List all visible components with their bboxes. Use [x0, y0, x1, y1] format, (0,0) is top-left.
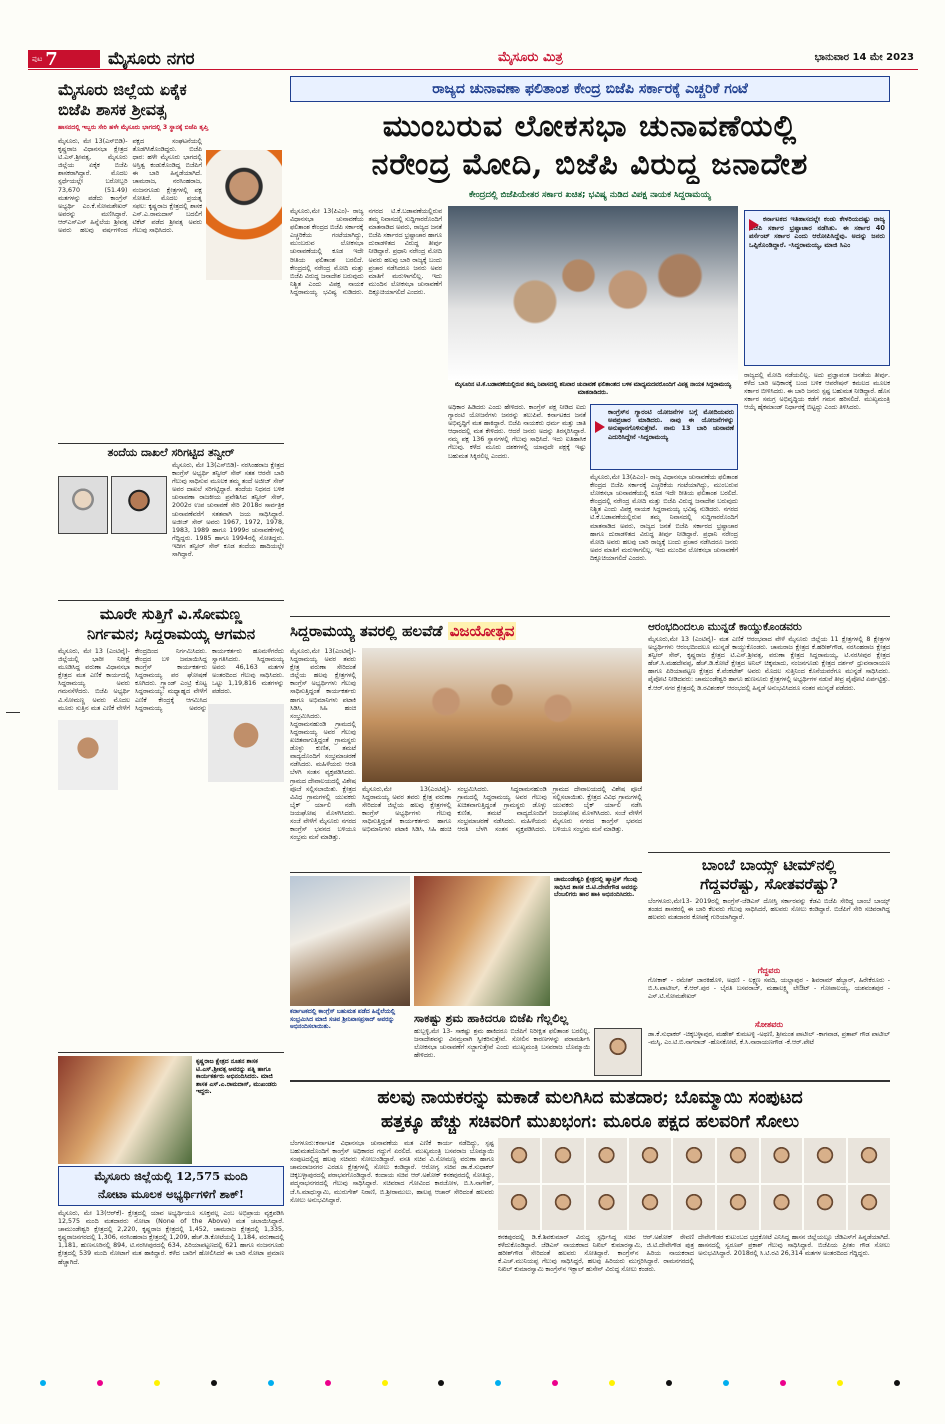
portrait [717, 1185, 759, 1230]
lead-body-1: ಮೈಸೂರು,ಮೇ 13(ಪಿಎಂ)- ರಾಜ್ಯ ವಿಧಾನಸಭಾ ಚುನಾವಣೆಯ ಫಲಿತಾಂಶ ಕೇಂದ್ರದ ಬಿಜೆಪಿ ಸರ್ಕಾರಕ್ಕೆ ಎಚ್ಚರಿಕೆಯ ಗಂಟೆಯಾಗಿದ್ದು, ಮುಂಬರುವ ಲೋಕಸಭಾ ಚುನಾವಣೆಯಲ್ಲಿ ಕೂಡ ಇದೇ ರೀತಿಯ ಫಲಿತಾಂಶ ಬರಲಿದೆ. ಕೇಂದ್ರದಲ್ಲಿ ನರೇಂದ್ರ ಮೋದಿ ಮತ್ತು ಬಿಜೆಪಿ ವಿರುದ್ಧ ಜನಾದೇಶ ಬರುವುದು ನಿಶ್ಚಿತ ಎಂದು ವಿಪಕ್ಷ ನಾಯಕ ಸಿದ್ದರಾಮಯ್ಯ ಭವಿಷ್ಯ ನುಡಿದರು. ನಗರದ ಟಿ.ಕೆ.ಬಡಾವಣೆಯಲ್ಲಿರುವ ತಮ್ಮ ನಿವಾಸದಲ್ಲಿ ಸುದ್ದಿಗಾರರೊಂದಿಗೆ ಮಾತನಾಡಿದ ಅವರು, ರಾಜ್ಯದ ಜನತೆ ಬಿಜೆಪಿ ಸರ್ಕಾರದ ಭ್ರಷ್ಟಾಚಾರ ಹಾಗೂ ದುರಾಡಳಿತದ ವಿರುದ್ಧ ತೀರ್ಪು ನೀಡಿದ್ದಾರೆ. ಪ್ರಧಾನಿ ನರೇಂದ್ರ ಮೋದಿ ಅವರು ಹಲವು ಬಾರಿ ರಾಜ್ಯಕ್ಕೆ ಬಂದು ಪ್ರಚಾರ ನಡೆಸಿದರೂ ಜನರು ಅವರ ಮಾತಿಗೆ ಮರುಳಾಗಲಿಲ್ಲ. ಇದು ಮುಂದಿನ ಲೋಕಸಭಾ ಚುನಾವಣೆಗೆ ದಿಕ್ಸೂಚಿಯಾಗಲಿದೆ ಎಂದರು. [290, 208, 442, 296]
story-headline: ಬಿಜೆಪಿ ಶಾಸಕ ಶ್ರೀವತ್ಸ [58, 100, 167, 119]
portrait [761, 1138, 803, 1183]
story-headline: ಗೆದ್ದವರೆಷ್ಟು, ಸೋತವರೆಷ್ಟು? [700, 875, 838, 893]
issue-date: ಭಾನುವಾರ 14 ಮೇ 2023 [814, 52, 914, 63]
bottom-body-2: ಕನಕಪುರದಲ್ಲಿ ಡಿ.ಕೆ.ಶಿವಕುಮಾರ್ ವಿರುದ್ಧ ಸ್ಪರ್ಧಿಸಿದ್ದ ಸಚಿವ ಆರ್.ಅಶೋಕ್ ಠೇವಣಿ ಕಳೆದುಕೊಂಡಿದ್ದಾರೆ. ಜೆಡಿಎಸ್ ನಾಯಕರಾದ ನಿಖಿಲ್ ಕುಮಾರಸ್ವಾಮಿ, ಜಿ.ಟಿ.ದೇವೇಗೌಡ ಪುತ್ರ ಹರೀಶ್‌ಗೌಡ ಸೇರಿದಂತೆ ಹಲವರು ಸೋತಿದ್ದಾರೆ. ಕಾಂಗ್ರೆಸ್‌ನ ಹಿರಿಯ ನಾಯಕರಾದ ಕೆ.ಎಚ್.ಮುನಿಯಪ್ಪ ಗೆಲುವು ಸಾಧಿಸಿದ್ದರೆ, ಹಲವು ಹಿರಿಯರು ಮುಗ್ಗರಿಸಿದ್ದಾರೆ. ರಾಮನಗರದಲ್ಲಿ ನಿಖಿಲ್ ಕುಮಾರಸ್ವಾಮಿ ಕಾಂಗ್ರೆಸ್‌ನ ಇಕ್ಬಾಲ್ ಹುಸೇನ್ ವಿರುದ್ಧ ಸೋಲು ಕಂಡರು. [498, 1234, 694, 1274]
portrait [761, 1185, 803, 1230]
right-story-1 [648, 620, 890, 850]
story-headline: ಆರಂಭದಿಂದಲೂ ಮುನ್ನಡೆ ಕಾಯ್ದುಕೊಂಡವರು [648, 621, 802, 633]
headline-highlight: ವಿಜಯೋತ್ಸವ [449, 622, 515, 640]
portrait [586, 1185, 628, 1230]
story-body: ಮೈಸೂರು,ಮೇ 13(ಎಂಟಿವೈ)- ಸಿದ್ದರಾಮಯ್ಯ ಅವರ ತವರು ಕ್ಷೇತ್ರ ವರುಣಾ ಸೇರಿದಂತೆ ಜಿಲ್ಲೆಯ ಹಲವು ಕ್ಷೇತ್ರಗಳಲ್ಲಿ ಕಾಂಗ್ರೆಸ್ ಅಭ್ಯರ್ಥಿಗಳು ಗೆಲುವು ಸಾಧಿಸುತ್ತಿದ್ದಂತೆ ಕಾರ್ಯಕರ್ತರು ಹಾಗೂ ಅಭಿಮಾನಿಗಳು ಪಟಾಕಿ ಸಿಡಿಸಿ, ಸಿಹಿ ಹಂಚಿ ಸಂಭ್ರಮಿಸಿದರು. ಸಿದ್ದರಾಮನಹುಂಡಿ ಗ್ರಾಮದಲ್ಲಿ ಸಿದ್ದರಾಮಯ್ಯ ಅವರ ಗೆಲುವು ಖಚಿತವಾಗುತ್ತಿದ್ದಂತೆ ಗ್ರಾಮಸ್ಥರು ಡೊಳ್ಳು ಕುಣಿತ, ತಮಟೆ ವಾದ್ಯದೊಂದಿಗೆ ಸಂಭ್ರಮಾಚರಣೆ ನಡೆಸಿದರು. ಮಹಿಳೆಯರು ಆರತಿ ಬೆಳಗಿ ಸಂತಸ ವ್ಯಕ್ತಪಡಿಸಿದರು. ಗ್ರಾಮದ ದೇವಾಲಯದಲ್ಲಿ ವಿಶೇಷ ಪೂಜೆ ಸಲ್ಲಿಸಲಾಯಿತು. ಕ್ಷೇತ್ರದ ವಿವಿಧ ಗ್ರಾಮಗಳಲ್ಲಿ ಯುವಕರು ಬೈಕ್ ರ್ಯಾಲಿ ನಡೆಸಿ ಜಯಘೋಷ ಮೊಳಗಿಸಿದರು. ಸಂಜೆ ವೇಳೆಗೆ ಮೈಸೂರು ನಗರದ ಕಾಂಗ್ರೆಸ್ ಭವನದ ಬಳಿಯೂ ಸಂಭ್ರಮ ಮನೆ ಮಾಡಿತ್ತು. [290, 648, 356, 842]
won-list: ಗೋಕಾಕ್ - ರಮೇಶ್ ಜಾರಕಿಹೊಳಿ, ಅಥಣಿ - ಲಕ್ಷ್ಮಣ ಸವದಿ, ಯಲ್ಲಾಪುರ - ಶಿವರಾಮ್ ಹೆಬ್ಬಾರ್, ಹಿರೇಕೆರೂರು - ಬಿ.ಸಿ.ಪಾಟೀಲ್, ಕೆ.ಆರ್.ಪುರ - ಬೈರತಿ ಬಸವರಾಜ್, ಮಹಾಲಕ್ಷ್ಮಿ ಲೇಔಟ್ - ಗೋಪಾಲಯ್ಯ, ಯಶವಂತಪುರ - ಎಸ್.ಟಿ.ಸೋಮಶೇಖರ್ [648, 977, 890, 1001]
celebration-photo [58, 1056, 192, 1164]
story-body: ಮೈಸೂರು, ಮೇ 13(ಎಸ್‌ಬಿಡಿ)- ಕೃಷ್ಣರಾಜ ವಿಧಾನಸಭಾ ಕ್ಷೇತ್ರದ ಟಿ.ಎಸ್.ಶ್ರೀವತ್ಸ, ಮೈಸೂರು ಜಿಲ್ಲೆಯ ಏಕೈಕ ಬಿಜೆಪಿ ಶಾಸಕರಾಗಿದ್ದಾರೆ. ಮೊದಲ ಸ್ಪರ್ಧೆಯಲ್ಲೇ ಬರೋಬ್ಬರಿ 73,670 (51.49) ಮತಗಳನ್ನು ಪಡೆದು ಕಾಂಗ್ರೆಸ್ ಅಭ್ಯರ್ಥಿ ಎಂ.ಕೆ.ಸೋಮಶೇಖರ್ ಅವರನ್ನು ಮಣಿಸಿದ್ದಾರೆ. ಆರ್‌ಎಸ್‌ಎಸ್ ಹಿನ್ನೆಲೆಯ ಶ್ರೀವತ್ಸ ಅವರು ಹಲವು ವರ್ಷಗಳಿಂದ ಪಕ್ಷದ ಸಂಘಟನೆಯಲ್ಲಿ ತೊಡಗಿಸಿಕೊಂಡಿದ್ದರು. ಬಿಜೆಪಿ ಧಾರ: ಹಳೇ ಮೈಸೂರು ಭಾಗದಲ್ಲಿ ಅಸ್ತಿತ್ವ ಕಂಡುಕೊಂಡಿದ್ದ ಬಿಜೆಪಿಗೆ ಈ ಬಾರಿ ಹಿನ್ನಡೆಯಾಗಿದೆ. ಚಾಮರಾಜ, ನರಸಿಂಹರಾಜ, ನಂಜನಗೂಡು ಕ್ಷೇತ್ರಗಳಲ್ಲಿ ಪಕ್ಷ ಸೋತಿದೆ. ಮೊದಲ ಪ್ರಯತ್ನ ಸಫಲ: ಕೃಷ್ಣರಾಜ ಕ್ಷೇತ್ರದಲ್ಲಿ ಶಾಸಕ ಎಸ್.ಎ.ರಾಮದಾಸ್ ಬದಲಿಗೆ ಟಿಕೆಟ್ ಪಡೆದ ಶ್ರೀವತ್ಸ ಅವರು ಗೆಲುವು ಸಾಧಿಸಿದರು. [58, 138, 202, 235]
story-headline: ತಂದೆಯ ದಾಖಲೆ ಸರಿಗಟ್ಟಿದ ತನ್ವೀರ್ [107, 446, 235, 459]
story-headline: ನಿರ್ಗಮನ; ಸಿದ್ದರಾಮಯ್ಯ ಆಗಮನ [86, 625, 256, 643]
section-name: ಮೈಸೂರು ನಗರ [108, 49, 195, 69]
lead-headline-1: ಮುಂಬರುವ ಲೋಕಸಭಾ ಚುನಾವಣೆಯಲ್ಲಿ [382, 109, 798, 144]
page-label: ಪುಟ [32, 54, 43, 63]
portrait [717, 1138, 759, 1183]
portrait [673, 1185, 715, 1230]
portrait [586, 1138, 628, 1183]
lost-label: ಸೋತವರು [754, 1020, 784, 1029]
lead-body-2b: ಮೈಸೂರು,ಮೇ 13(ಪಿಎಂ)- ರಾಜ್ಯ ವಿಧಾನಸಭಾ ಚುನಾವಣೆಯ ಫಲಿತಾಂಶ ಕೇಂದ್ರದ ಬಿಜೆಪಿ ಸರ್ಕಾರಕ್ಕೆ ಎಚ್ಚರಿಕೆಯ ಗಂಟೆಯಾಗಿದ್ದು, ಮುಂಬರುವ ಲೋಕಸಭಾ ಚುನಾವಣೆಯಲ್ಲಿ ಕೂಡ ಇದೇ ರೀತಿಯ ಫಲಿತಾಂಶ ಬರಲಿದೆ. ಕೇಂದ್ರದಲ್ಲಿ ನರೇಂದ್ರ ಮೋದಿ ಮತ್ತು ಬಿಜೆಪಿ ವಿರುದ್ಧ ಜನಾದೇಶ ಬರುವುದು ನಿಶ್ಚಿತ ಎಂದು ವಿಪಕ್ಷ ನಾಯಕ ಸಿದ್ದರಾಮಯ್ಯ ಭವಿಷ್ಯ ನುಡಿದರು. ನಗರದ ಟಿ.ಕೆ.ಬಡಾವಣೆಯಲ್ಲಿರುವ ತಮ್ಮ ನಿವಾಸದಲ್ಲಿ ಸುದ್ದಿಗಾರರೊಂದಿಗೆ ಮಾತನಾಡಿದ ಅವರು, ರಾಜ್ಯದ ಜನತೆ ಬಿಜೆಪಿ ಸರ್ಕಾರದ ಭ್ರಷ್ಟಾಚಾರ ಹಾಗೂ ದುರಾಡಳಿತದ ವಿರುದ್ಧ ತೀರ್ಪು ನೀಡಿದ್ದಾರೆ. ಪ್ರಧಾನಿ ನರೇಂದ್ರ ಮೋದಿ ಅವರು ಹಲವು ಬಾರಿ ರಾಜ್ಯಕ್ಕೆ ಬಂದು ಪ್ರಚಾರ ನಡೆಸಿದರೂ ಜನರು ಅವರ ಮಾತಿಗೆ ಮರುಳಾಗಲಿಲ್ಲ. ಇದು ಮುಂದಿನ ಲೋಕಸಭಾ ಚುನಾವಣೆಗೆ ದಿಕ್ಸೂಚಿಯಾಗಲಿದೆ ಎಂದರು. [590, 474, 738, 562]
story-body-cont: ಮೈಸೂರು,ಮೇ 13(ಎಂಟಿವೈ)- ಸಿದ್ದರಾಮಯ್ಯ ಅವರ ತವರು ಕ್ಷೇತ್ರ ವರುಣಾ ಸೇರಿದಂತೆ ಜಿಲ್ಲೆಯ ಹಲವು ಕ್ಷೇತ್ರಗಳಲ್ಲಿ ಕಾಂಗ್ರೆಸ್ ಅಭ್ಯರ್ಥಿಗಳು ಗೆಲುವು ಸಾಧಿಸುತ್ತಿದ್ದಂತೆ ಕಾರ್ಯಕರ್ತರು ಹಾಗೂ ಅಭಿಮಾನಿಗಳು ಪಟಾಕಿ ಸಿಡಿಸಿ, ಸಿಹಿ ಹಂಚಿ ಸಂಭ್ರಮಿಸಿದರು. ಸಿದ್ದರಾಮನಹುಂಡಿ ಗ್ರಾಮದಲ್ಲಿ ಸಿದ್ದರಾಮಯ್ಯ ಅವರ ಗೆಲುವು ಖಚಿತವಾಗುತ್ತಿದ್ದಂತೆ ಗ್ರಾಮಸ್ಥರು ಡೊಳ್ಳು ಕುಣಿತ, ತಮಟೆ ವಾದ್ಯದೊಂದಿಗೆ ಸಂಭ್ರಮಾಚರಣೆ ನಡೆಸಿದರು. ಮಹಿಳೆಯರು ಆರತಿ ಬೆಳಗಿ ಸಂತಸ ವ್ಯಕ್ತಪಡಿಸಿದರು. ಗ್ರಾಮದ ದೇವಾಲಯದಲ್ಲಿ ವಿಶೇಷ ಪೂಜೆ ಸಲ್ಲಿಸಲಾಯಿತು. ಕ್ಷೇತ್ರದ ವಿವಿಧ ಗ್ರಾಮಗಳಲ್ಲಿ ಯುವಕರು ಬೈಕ್ ರ್ಯಾಲಿ ನಡೆಸಿ ಜಯಘೋಷ ಮೊಳಗಿಸಿದರು. ಸಂಜೆ ವೇಳೆಗೆ ಮೈಸೂರು ನಗರದ ಕಾಂಗ್ರೆಸ್ ಭವನದ ಬಳಿಯೂ ಸಂಭ್ರಮ ಮನೆ ಮಾಡಿತ್ತು. [362, 786, 642, 834]
quote-box-2 [590, 404, 738, 470]
page-number: 7 [45, 48, 58, 70]
portrait [804, 1138, 846, 1183]
page-header [28, 48, 918, 70]
photo-caption: ಕರ್ನಾಟಕದಲ್ಲಿ ಕಾಂಗ್ರೆಸ್ ಬಹುಮತ ಪಡೆದ ಹಿನ್ನೆಲೆಯಲ್ಲಿ ಸಂಭ್ರಮಿಸಿದ ಮಾಜಿ ಸಚಿವ ಶ್ರೀನಿವಾಸಪ್ರಸಾದ್ ಅವರನ್ನು ಅಭಿನಂದಿಸಲಾಯಿತು. [290, 1008, 396, 1031]
mla-photo [206, 150, 282, 280]
portrait [673, 1138, 715, 1183]
event-photo-2 [414, 876, 550, 1006]
portrait [498, 1185, 540, 1230]
portrait [848, 1138, 890, 1183]
left-story-2 [58, 446, 284, 598]
story-body: ಮೈಸೂರು, ಮೇ 13(ಎಸ್‌ಬಿಡಿ)- ನರಸಿಂಹರಾಜ ಕ್ಷೇತ್ರದ ಕಾಂಗ್ರೆಸ್ ಅಭ್ಯರ್ಥಿ ತನ್ವೀರ್ ಸೇಠ್ ಸತತ ಆರನೇ ಬಾರಿ ಗೆಲುವು ಸಾಧಿಸುವ ಮೂಲಕ ತಮ್ಮ ತಂದೆ ಅಜೀಜ್ ಸೇಠ್ ಅವರ ದಾಖಲೆ ಸರಿಗಟ್ಟಿದ್ದಾರೆ. ತಂದೆಯ ನಿಧನದ ಬಳಿಕ ಚುನಾವಣಾ ರಾಜಕೀಯ ಪ್ರವೇಶಿಸಿದ ತನ್ವೀರ್ ಸೇಠ್, 2002ರ ಉಪ ಚುನಾವಣೆ ಸೇರಿ 2018ರ ಸಾರ್ವತ್ರಿಕ ಚುನಾವಣೆವರೆಗೆ ಸತತವಾಗಿ ಜಯ ಸಾಧಿಸಿದ್ದಾರೆ. ಅಜೀಜ್ ಸೇಠ್ ಅವರು 1967, 1972, 1978, 1983, 1989 ಹಾಗೂ 1999ರ ಚುನಾವಣೆಗಳಲ್ಲಿ ಗೆದ್ದಿದ್ದರು. 1985 ಹಾಗೂ 1994ರಲ್ಲಿ ಸೋತಿದ್ದರು. ಇದೀಗ ತನ್ವೀರ್ ಸೇಠ್ ಕೂಡ ತಂದೆಯ ಹಾದಿಯಲ್ಲೇ ಸಾಗಿದ್ದಾರೆ. [172, 462, 284, 559]
lost-list: ಡಾ.ಕೆ.ಸುಧಾಕರ್ -ಚಿಕ್ಕಬಳ್ಳಾಪುರ, ಮಹೇಶ್ ಕುಮಟಳ್ಳಿ -ಅಥಣಿ, ಶ್ರೀಮಂತ ಪಾಟೀಲ್ -ಕಾಗವಾಡ, ಪ್ರತಾಪ್ ಗೌಡ ಪಾಟೀಲ್ -ಮಸ್ಕಿ, ಎಂ.ಟಿ.ಬಿ.ನಾಗರಾಜ್ -ಹೊಸಕೋಟೆ, ಕೆ.ಸಿ.ನಾರಾಯಣಗೌಡ -ಕೆ.ಆರ್.ಪೇಟೆ [648, 1031, 890, 1047]
story-body: ಮೈಸೂರು,ಮೇ 13 (ಎಂಟಿವೈ)- ಮತ ಎಣಿಕೆ ಆರಂಭವಾದ ವೇಳೆ ಮೈಸೂರು ಜಿಲ್ಲೆಯ 11 ಕ್ಷೇತ್ರಗಳಲ್ಲಿ 8 ಕ್ಷೇತ್ರಗಳ ಅಭ್ಯರ್ಥಿಗಳು ಆರಂಭದಿಂದಲೂ ಮುನ್ನಡೆ ಕಾಯ್ದುಕೊಂಡರು. ಚಾಮರಾಜ ಕ್ಷೇತ್ರದ ಕೆ.ಹರೀಶ್‌ಗೌಡ, ನರಸಿಂಹರಾಜ ಕ್ಷೇತ್ರದ ತನ್ವೀರ್ ಸೇಠ್, ಕೃಷ್ಣರಾಜ ಕ್ಷೇತ್ರದ ಟಿ.ಎಸ್.ಶ್ರೀವತ್ಸ, ವರುಣಾ ಕ್ಷೇತ್ರದ ಸಿದ್ದರಾಮಯ್ಯ, ಟಿ.ನರಸೀಪುರ ಕ್ಷೇತ್ರದ ಹೆಚ್.ಸಿ.ಮಹದೇವಪ್ಪ, ಹೆಚ್.ಡಿ.ಕೋಟೆ ಕ್ಷೇತ್ರದ ಅನಿಲ್ ಚಿಕ್ಕಮಾದು, ನಂಜನಗೂಡು ಕ್ಷೇತ್ರದ ದರ್ಶನ್ ಧ್ರುವನಾರಾಯಣ ಹಾಗೂ ಪಿರಿಯಾಪಟ್ಟಣ ಕ್ಷೇತ್ರದ ಕೆ.ವೆಂಕಟೇಶ್ ಅವರು ಮೊದಲ ಸುತ್ತಿನಿಂದ ಕೊನೆಯವರೆಗೂ ಮುನ್ನಡೆ ಸಾಧಿಸಿದರು. ಪೈಪೋಟಿ ನೀಡಿದವರು: ಚಾಮುಂಡೇಶ್ವರಿ ಹಾಗೂ ಹುಣಸೂರು ಕ್ಷೇತ್ರಗಳಲ್ಲಿ ಅಭ್ಯರ್ಥಿಗಳ ನಡುವೆ ತೀವ್ರ ಪೈಪೋಟಿ ಏರ್ಪಟ್ಟಿತ್ತು. ಕೆ.ಆರ್.ನಗರ ಕ್ಷೇತ್ರದಲ್ಲಿ ಡಿ.ರವಿಶಂಕರ್ ಆರಂಭದಲ್ಲಿ ಹಿನ್ನಡೆ ಅನುಭವಿಸಿದರೂ ನಂತರ ಮುನ್ನಡೆ ಪಡೆದರು. [648, 636, 890, 692]
color-registration-bar [40, 1378, 900, 1388]
lead-photo-caption: ಮೈಸೂರಿನ ಟಿ.ಕೆ.ಬಡಾವಣೆಯಲ್ಲಿರುವ ತಮ್ಮ ನಿವಾಸದಲ್ಲಿ ಶನಿವಾರ ಚುನಾವಣೆ ಫಲಿತಾಂಶದ ಬಳಿಕ ಮಾಧ್ಯಮದವರೊಂದಿಗೆ ವಿಪಕ್ಷ ನಾಯಕ ಸಿದ್ದರಾಮಯ್ಯ ಮಾತನಾಡಿದರು. [454, 382, 732, 396]
portrait [498, 1138, 540, 1183]
portrait [629, 1185, 671, 1230]
quote-box-1 [744, 210, 890, 366]
right-story-2 [648, 856, 890, 1076]
photo-caption: ಕೃಷ್ಣರಾಜ ಕ್ಷೇತ್ರದ ನೂತನ ಶಾಸಕ ಟಿ.ಎಸ್.ಶ್ರೀವತ್ಸ ಅವರನ್ನು ಪತ್ನಿ ಹಾಗೂ ಕಾರ್ಯಕರ್ತರು ಅಭಿನಂದಿಸಿದರು. ಮಾಜಿ ಶಾಸಕ ಎಸ್.ಎ.ರಾಮದಾಸ್, ಮುಖಂಡರು ಇದ್ದರು. [196, 1058, 277, 1096]
story-headline: ಮೈಸೂರು ಜಿಲ್ಲೆಯ ಏಕೈಕ [58, 80, 187, 99]
left-story-1 [58, 80, 284, 442]
masthead: ಮೈಸೂರು ಮಿತ್ರ [498, 50, 563, 65]
won-label: ಗೆದ್ದವರು [757, 966, 781, 975]
left-story-3 [58, 604, 284, 1050]
bottom-body-1: ಬೆಂಗಳೂರು:ಕರ್ನಾಟಕ ವಿಧಾನಸಭಾ ಚುನಾವಣೆಯ ಮತ ಎಣಿಕೆ ಕಾರ್ಯ ನಡೆದಿದ್ದು, ಸ್ಪಷ್ಟ ಬಹುಮತದೊಂದಿಗೆ ಕಾಂಗ್ರೆಸ್ ಅಧಿಕಾರದ ಗದ್ದುಗೆ ಏರಲಿದೆ. ಮುಖ್ಯಮಂತ್ರಿ ಬಸವರಾಜ ಬೊಮ್ಮಾಯಿ ಸಂಪುಟದಲ್ಲಿದ್ದ ಹಲವು ಸಚಿವರು ಸೋಲುಂಡಿದ್ದಾರೆ. ವಸತಿ ಸಚಿವ ವಿ.ಸೋಮಣ್ಣ ವರುಣಾ ಹಾಗೂ ಚಾಮರಾಜನಗರ ಎರಡೂ ಕ್ಷೇತ್ರಗಳಲ್ಲಿ ಸೋಲು ಕಂಡಿದ್ದಾರೆ. ಆರೋಗ್ಯ ಸಚಿವ ಡಾ.ಕೆ.ಸುಧಾಕರ್ ಚಿಕ್ಕಬಳ್ಳಾಪುರದಲ್ಲಿ ಪರಾಭವಗೊಂಡಿದ್ದಾರೆ. ಕಂದಾಯ ಸಚಿವ ಆರ್.ಅಶೋಕ್ ಕನಕಪುರದಲ್ಲಿ ಸೋತಿದ್ದು, ಪದ್ಮನಾಭನಗರದಲ್ಲಿ ಗೆಲುವು ಸಾಧಿಸಿದ್ದಾರೆ. ಸಚಿವರಾದ ಗೋವಿಂದ ಕಾರಜೋಳ, ಬಿ.ಸಿ.ನಾಗೇಶ್, ಜೆ.ಸಿ.ಮಾಧುಸ್ವಾಮಿ, ಮುರುಗೇಶ್ ನಿರಾಣಿ, ಬಿ.ಶ್ರೀರಾಮುಲು, ಹಾಲಪ್ಪ ಆಚಾರ್ ಸೇರಿದಂತೆ ಹಲವರು ಸೋಲು ಅನುಭವಿಸಿದ್ದಾರೆ. [290, 1140, 494, 1204]
quote-arrow-icon [749, 219, 759, 231]
page-number-badge [28, 50, 100, 68]
banner-strip [290, 76, 890, 102]
mid-story-2 [414, 1010, 642, 1076]
lead-subhead: ಕೇಂದ್ರದಲ್ಲಿ ಬಿಜೆಪಿಯೇತರ ಸರ್ಕಾರ ಖಚಿತ; ಭವಿಷ್ಯ ನುಡಿದ ವಿಪಕ್ಷ ನಾಯಕ ಸಿದ್ದರಾಮಯ್ಯ [469, 190, 711, 200]
left-story-4 [58, 1056, 284, 1364]
story-body: ಬೆಂಗಳೂರು,ಮೇ13- 2019ರಲ್ಲಿ ಕಾಂಗ್ರೆಸ್-ಜೆಡಿಎಸ್ ದೋಸ್ತಿ ಸರ್ಕಾರವನ್ನು ಕೆಡವಿ ಬಿಜೆಪಿ ಸೇರಿದ್ದ ಬಾಂಬೆ ಬಾಯ್ಸ್ ತಂಡದ ಶಾಸಕರಲ್ಲಿ ಈ ಬಾರಿ ಕೆಲವರು ಗೆಲುವು ಸಾಧಿಸಿದರೆ, ಹಲವರು ಸೋಲು ಕಂಡಿದ್ದಾರೆ. ಬಿಜೆಪಿಗೆ ಸೇರಿ ಸಚಿವರಾಗಿದ್ದ ಹಲವರು ಮತದಾರರ ಕೋಪಕ್ಕೆ ಗುರಿಯಾಗಿದ್ದಾರೆ. [648, 898, 890, 922]
story-body: ಮೈಸೂರು, ಮೇ 13 (ಎಂಟಿವೈ)- ಜಿಲ್ಲೆಯಲ್ಲಿ ಭಾರೀ ನಿರೀಕ್ಷೆ ಮೂಡಿಸಿದ್ದ ವರುಣಾ ವಿಧಾನಸಭಾ ಕ್ಷೇತ್ರದ ಮತ ಎಣಿಕೆ ಕಾರ್ಯದಲ್ಲಿ ಸಿದ್ದರಾಮಯ್ಯ ಅವರು ಗಮನಸೆಳೆದರು. ಬಿಜೆಪಿ ಅಭ್ಯರ್ಥಿ ವಿ.ಸೋಮಣ್ಣ ಅವರು ಮೊದಲ ಮೂರು ಸುತ್ತಿನ ಮತ ಎಣಿಕೆ ವೇಳೆಗೆ ಕೇಂದ್ರದಿಂದ ನಿರ್ಗಮಿಸಿದರು. ಕೇಂದ್ರದ ಬಳಿ ಜಮಾಯಿಸಿದ್ದ ಕಾಂಗ್ರೆಸ್ ಕಾರ್ಯಕರ್ತರು ಸಿದ್ದರಾಮಯ್ಯ ಪರ ಘೋಷಣೆ ಕೂಗಿದರು. ಗ್ರ್ಯಾಂಡ್ ಎಂಟ್ರಿ ಕೊಟ್ಟ ಸಿದ್ದರಾಮಯ್ಯ: ಮಧ್ಯಾಹ್ನದ ವೇಳೆಗೆ ಎಣಿಕೆ ಕೇಂದ್ರಕ್ಕೆ ಆಗಮಿಸಿದ ಸಿದ್ದರಾಮಯ್ಯ ಅವರನ್ನು ಕಾರ್ಯಕರ್ತರು ಹೂಮಳೆಗರೆದು ಸ್ವಾಗತಿಸಿದರು. ಸಿದ್ದರಾಮಯ್ಯ ಅವರು 46,163 ಮತಗಳ ಅಂತರದಿಂದ ಗೆಲುವು ಸಾಧಿಸಿದರು. ಒಟ್ಟು 1,19,816 ಮತಗಳನ್ನು ಪಡೆದರು. [58, 648, 284, 712]
celebration-photo [362, 648, 642, 782]
story-headline: ಸಾಕಷ್ಟು ಶ್ರಮ ಹಾಕಿದರೂ ಬಿಜೆಪಿ ಗೆಲ್ಲಲಿಲ್ಲ [414, 1011, 569, 1025]
mid-story-1 [290, 620, 642, 870]
story-body: ಹುಬ್ಬಳ್ಳಿ,ಮೇ 13- ಸಾಕಷ್ಟು ಶ್ರಮ ಹಾಕಿದರೂ ಬಿಜೆಪಿಗೆ ನಿರೀಕ್ಷಿತ ಫಲಿತಾಂಶ ಬರಲಿಲ್ಲ. ಜನಾದೇಶವನ್ನು ವಿನಮ್ರವಾಗಿ ಸ್ವೀಕರಿಸುತ್ತೇವೆ. ಸೋಲಿನ ಕಾರಣಗಳನ್ನು ಪರಾಮರ್ಶಿಸಿ ಲೋಕಸಭಾ ಚುನಾವಣೆಗೆ ಸಜ್ಜಾಗುತ್ತೇವೆ ಎಂದು ಮುಖ್ಯಮಂತ್ರಿ ಬಸವರಾಜ ಬೊಮ್ಮಾಯಿ ಹೇಳಿದರು. [414, 1028, 590, 1060]
cm-photo [594, 1028, 642, 1076]
bottom-headline-2: ಹತ್ತಕ್ಕೂ ಹೆಚ್ಚು ಸಚಿವರಿಗೆ ಮುಖಭಂಗ: ಮೂರೂ ಪಕ್ಷದ ಹಲವರಿಗೆ ಸೋಲು [380, 1112, 800, 1132]
quote-arrow-icon [595, 421, 605, 433]
event-photo-1 [290, 876, 410, 1006]
portrait [804, 1185, 846, 1230]
quote-text: ಕರ್ನಾಟಕದ ಇತಿಹಾಸದಲ್ಲೇ ಕಂಡು ಕೇಳರಿಯದಷ್ಟು ರಾಜ್ಯ ಬಿಜೆಪಿ ಸರ್ಕಾರ ಭ್ರಷ್ಟಾಚಾರ ನಡೆಸಿತು. ಈ ಸರ್ಕಾರ 40 ಪರ್ಸೆಂಟ್ ಸರ್ಕಾರ ಎಂದು ಆರೋಪಿಸಿದ್ದೆವು. ಅದನ್ನು ಜನರು ಒಪ್ಪಿಕೊಂಡಿದ್ದಾರೆ. -ಸಿದ್ದರಾಮಯ್ಯ, ಮಾಜಿ ಸಿಎಂ [749, 215, 885, 249]
lead-headline-2: ನರೇಂದ್ರ ಮೋದಿ, ಬಿಜೆಪಿ ವಿರುದ್ಧ ಜನಾದೇಶ [371, 147, 809, 182]
headline-part: ಸಿದ್ದರಾಮಯ್ಯ ತವರಲ್ಲಿ ಹಲವೆಡೆ [290, 622, 448, 640]
portrait-grid [498, 1138, 890, 1230]
portrait [542, 1185, 584, 1230]
portrait [542, 1138, 584, 1183]
bottom-body-3: ದೇವೇಗೌಡರ ಕುಟುಂಬದ ಭದ್ರಕೋಟೆ ಎನಿಸಿದ್ದ ಹಾಸನ ಜಿಲ್ಲೆಯಲ್ಲೂ ಜೆಡಿಎಸ್‌ಗೆ ಹಿನ್ನಡೆಯಾಗಿದೆ. ಹಾಸನದಲ್ಲಿ ಸ್ವರೂಪ್ ಪ್ರಕಾಶ್ ಗೆಲುವು ಸಾಧಿಸಿದ್ದಾರೆ. ಬಿಜೆಪಿಯ ಪ್ರೀತಂ ಗೌಡ ಸೋಲು ಅನುಭವಿಸಿದ್ದಾರೆ. 2018ರಲ್ಲಿ ಸಿ.ಟಿ.ರವಿ 26,314 ಮತಗಳ ಅಂತರದಿಂದ ಗೆದ್ದಿದ್ದರು. [698, 1234, 890, 1258]
portrait [629, 1138, 671, 1183]
photo-caption: ಚಾಮುಂಡೇಶ್ವರಿ ಕ್ಷೇತ್ರದಲ್ಲಿ ಹ್ಯಾಟ್ರಿಕ್ ಗೆಲುವು ಸಾಧಿಸಿದ ಶಾಸಕ ಜಿ.ಟಿ.ದೇವೇಗೌಡ ಅವರನ್ನು ಬೆಂಬಲಿಗರು ಹಾರ ಹಾಕಿ ಅಭಿನಂದಿಸಿದರು. [554, 876, 639, 899]
lead-body-3: ರಾಜ್ಯದಲ್ಲಿ ಮೋದಿ ನಡೆಯಲಿಲ್ಲ. ಅದು ಪ್ರಜ್ಞಾವಂತ ಜನತೆಯ ತೀರ್ಪು. ಕಳೆದ ಬಾರಿ ಅಧಿಕಾರಕ್ಕೆ ಬಂದ ಬಳಿಕ ಆಪರೇಷನ್ ಕಮಲದ ಮೂಲಕ ಸರ್ಕಾರ ಬೀಳಿಸಿದರು. ಈ ಬಾರಿ ಜನರು ಸ್ಪಷ್ಟ ಬಹುಮತ ನೀಡಿದ್ದಾರೆ. ಹೊಸ ಸರ್ಕಾರ ಸಮಗ್ರ ಅಭಿವೃದ್ಧಿಯ ಕಡೆಗೆ ಗಮನ ಹರಿಸಲಿದೆ. ಮುಖ್ಯಮಂತ್ರಿ ಆಯ್ಕೆ ಹೈಕಮಾಂಡ್ ನಿರ್ಧಾರಕ್ಕೆ ಬಿಟ್ಟದ್ದು ಎಂದು ತಿಳಿಸಿದರು. [744, 372, 890, 412]
story-headline: ಮೂರೇ ಸುತ್ತಿಗೆ ವಿ.ಸೋಮಣ್ಣ [99, 605, 243, 623]
bottom-headline-1: ಹಲವು ನಾಯಕರನ್ನು ಮಕಾಡೆ ಮಲಗಿಸಿದ ಮತದಾರ; ಬೊಮ್ಮಾಯಿ ಸಂಪುಟದ [377, 1088, 803, 1108]
story-headline [290, 620, 642, 642]
lead-photo [448, 206, 738, 380]
story-subhead: ಹಾಸನದಲ್ಲಿ ಇಬ್ಬರು ಸೇರಿ ಹಳೇ ಮೈಸೂರು ಭಾಗದಲ್ಲಿ 3 ಸ್ಥಾನಕ್ಕೆ ಬಿಜೆಪಿ ತೃಪ್ತಿ [58, 124, 209, 131]
nota-headline-box [58, 1166, 284, 1206]
banner-text: ರಾಜ್ಯದ ಚುನಾವಣಾ ಫಲಿತಾಂಶ ಕೇಂದ್ರ ಬಿಜೆಪಿ ಸರ್ಕಾರಕ್ಕೆ ಎಚ್ಚರಿಕೆ ಗಂಟೆ [432, 81, 748, 97]
portrait [848, 1185, 890, 1230]
story-body: ಮೈಸೂರು, ಮೇ 13(ಆರ್‌ಕೆ)- ಕ್ಷೇತ್ರದಲ್ಲಿ ಯಾವ ಅಭ್ಯರ್ಥಿಯೂ ಸೂಕ್ತವಲ್ಲ ಎಂಬ ಅಭಿಪ್ರಾಯ ವ್ಯಕ್ತಪಡಿಸಿ 12,575 ಮಂದಿ ಮತದಾರರು ನೋಟಾ (None of the Above) ಮತ ಚಲಾಯಿಸಿದ್ದಾರೆ. ಚಾಮುಂಡೇಶ್ವರಿ ಕ್ಷೇತ್ರದಲ್ಲಿ 2,220, ಕೃಷ್ಣರಾಜ ಕ್ಷೇತ್ರದಲ್ಲಿ 1,452, ಚಾಮರಾಜ ಕ್ಷೇತ್ರದಲ್ಲಿ 1,335, ಕೃಷ್ಣರಾಜನಗರದಲ್ಲಿ 1,306, ನರಸಿಂಹರಾಜ ಕ್ಷೇತ್ರದಲ್ಲಿ 1,209, ಹೆಚ್.ಡಿ.ಕೋಟೆಯಲ್ಲಿ 1,184, ವರುಣಾದಲ್ಲಿ 1,181, ಹುಣಸೂರಿನಲ್ಲಿ 894, ಟಿ.ನರಸೀಪುರದಲ್ಲಿ 634, ಪಿರಿಯಾಪಟ್ಟಣದಲ್ಲಿ 621 ಹಾಗೂ ನಂಜನಗೂಡು ಕ್ಷೇತ್ರದಲ್ಲಿ 539 ಮಂದಿ ನೋಟಾಗೆ ಮತ ಹಾಕಿದ್ದಾರೆ. ಕಳೆದ ಬಾರಿಗೆ ಹೋಲಿಸಿದರೆ ಈ ಬಾರಿ ನೋಟಾ ಪ್ರಮಾಣ ಹೆಚ್ಚಾಗಿದೆ. [58, 1210, 284, 1266]
crop-mark [6, 712, 20, 713]
lead-body-2: ಅಧಿಕಾರ ಹಿಡಿದರು ಎಂದು ಹೇಳಿದರು. ಕಾಂಗ್ರೆಸ್ ಪಕ್ಷ ನೀಡಿದ ಐದು ಗ್ಯಾರಂಟಿ ಯೋಜನೆಗಳು ಜನರನ್ನು ತಲುಪಿವೆ. ಕರ್ನಾಟಕದ ಜನತೆ ಅಭಿವೃದ್ಧಿಗೆ ಮತ ಹಾಕಿದ್ದಾರೆ. ಬಿಜೆಪಿ ನಾಯಕರು ಧರ್ಮ ಮತ್ತು ಜಾತಿ ಆಧಾರದಲ್ಲಿ ಮತ ಕೇಳಿದರು. ಆದರೆ ಜನರು ಅದನ್ನು ತಿರಸ್ಕರಿಸಿದ್ದಾರೆ. ನಮ್ಮ ಪಕ್ಷ 136 ಸ್ಥಾನಗಳಲ್ಲಿ ಗೆಲುವು ಸಾಧಿಸಿದೆ. ಇದು ಐತಿಹಾಸಿಕ ಗೆಲುವು. ಕಳೆದ ಮೂರು ದಶಕಗಳಲ್ಲಿ ಯಾವುದೇ ಪಕ್ಷಕ್ಕೆ ಇಷ್ಟು ಬಹುಮತ ಸಿಕ್ಕಿರಲಿಲ್ಲ ಎಂದರು. [448, 404, 586, 460]
story-headline: ನೋಟಾ ಮೂಲಕ ಅಭ್ಯರ್ಥಿಗಳಿಗೆ ಶಾಕ್! [98, 1187, 244, 1201]
quote-text: ಕಾಂಗ್ರೆಸ್‌ನ ಗ್ಯಾರಂಟಿ ಯೋಜನೆಗಳ ಬಗ್ಗೆ ಮೋದಿಯವರು ಅಪಪ್ರಚಾರ ಮಾಡಿದರು. ನಾವು ಈ ಯೋಜನೆಗಳನ್ನು ಅನುಷ್ಠಾನಗೊಳಿಸುತ್ತೇವೆ. ನಾನು 13 ಬಾರಿ ಚುನಾವಣೆ ಎದುರಿಸಿದ್ದೇನೆ -ಸಿದ್ದರಾಮಯ್ಯ [608, 408, 734, 441]
story-headline: ಮೈಸೂರು ಜಿಲ್ಲೆಯಲ್ಲಿ 12,575 ಮಂದಿ [94, 1169, 248, 1183]
story-headline: ಬಾಂಬೆ ಬಾಯ್ಸ್ ಟೀಮ್‌ನಲ್ಲಿ [701, 856, 837, 874]
